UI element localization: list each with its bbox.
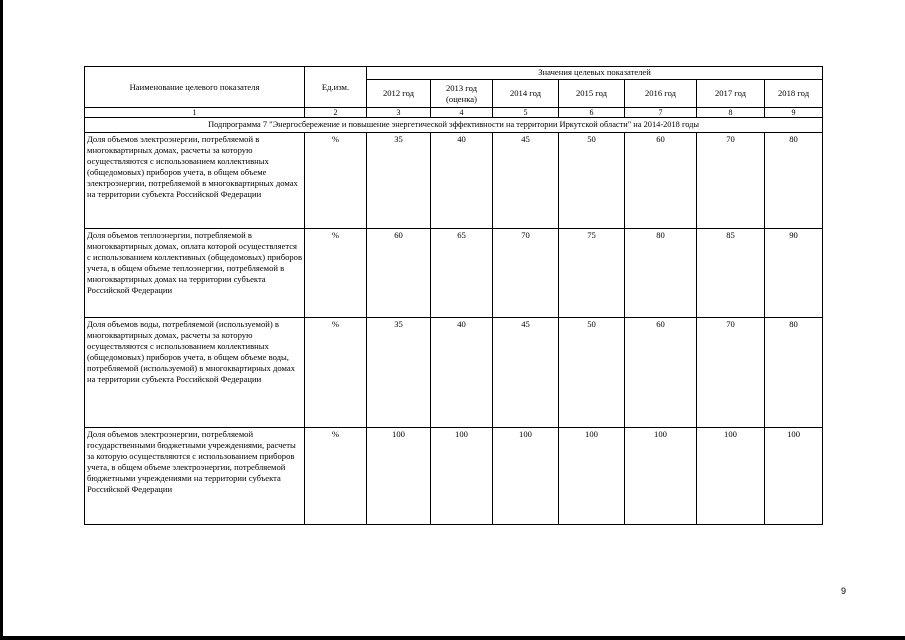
indicator-value: 80: [765, 133, 823, 229]
indicator-value: 50: [559, 318, 625, 428]
indicator-unit: %: [305, 229, 367, 318]
indicator-value: 65: [431, 229, 493, 318]
indicator-value: 60: [367, 229, 431, 318]
indicator-unit: %: [305, 428, 367, 525]
indicator-value: 75: [559, 229, 625, 318]
header-year: 2013 год (оценка): [431, 80, 493, 108]
indicator-value: 85: [697, 229, 765, 318]
column-number-row: [85, 108, 823, 118]
indicator-value: 40: [431, 133, 493, 229]
header-group-row: [85, 67, 823, 80]
indicator-value: 80: [625, 229, 697, 318]
column-number: 3: [367, 108, 431, 118]
indicator-unit: %: [305, 133, 367, 229]
header-values-group: Значения целевых показателей: [367, 67, 823, 80]
indicator-value: 70: [697, 133, 765, 229]
column-number: 8: [697, 108, 765, 118]
scan-left-edge: [0, 0, 3, 640]
indicator-name: Доля объемов теплоэнергии, потребляемой в многоквартирных домах, оплата которой осуществляется с использованием коллективных (общедомовых) приборов учета, в общем объеме теплоэнергии, потребляемой в многоквартирных домах на территории субъекта Российской Федерации: [85, 229, 305, 318]
indicator-value: 35: [367, 318, 431, 428]
indicator-value: 35: [367, 133, 431, 229]
indicator-value: 80: [765, 318, 823, 428]
table-row: [85, 428, 823, 525]
indicator-unit: %: [305, 318, 367, 428]
column-number: 7: [625, 108, 697, 118]
indicator-name: Доля объемов воды, потребляемой (используемой) в многоквартирных домах, расчеты за которую осуществляются с использованием коллективных (общедомовых) приборов учета, в общем объеме воды, потребляемой (используемой) в многоквартирных домах на территории субъекта Российской Федерации: [85, 318, 305, 428]
header-year: 2012 год: [367, 80, 431, 108]
column-number: 9: [765, 108, 823, 118]
indicator-name: Доля объемов электроэнергии, потребляемой государственными бюджетными учреждениями, расчеты за которую осуществляются с использованием приборов учета, в общем объеме электроэнергии, потребляемой бюджетными учреждениями на территории субъекта Российской Федерации: [85, 428, 305, 525]
indicator-name: Доля объемов электроэнергии, потребляемой в многоквартирных домах, расчеты за которую осуществляются с использованием коллективных (общедомовых) приборов учета, в общем объеме электроэнергии, потребляемой в многоквартирных домах на территории субъекта Российской Федерации: [85, 133, 305, 229]
header-year: 2018 год: [765, 80, 823, 108]
indicator-value: 70: [493, 229, 559, 318]
page-number: 9: [841, 586, 847, 596]
table-row: [85, 229, 823, 318]
header-indicator-name: Наименование целевого показателя: [85, 67, 305, 108]
indicator-value: 100: [493, 428, 559, 525]
indicator-value: 50: [559, 133, 625, 229]
indicator-value: 45: [493, 318, 559, 428]
column-number: 6: [559, 108, 625, 118]
scan-bottom-edge: [0, 636, 905, 640]
indicator-value: 100: [431, 428, 493, 525]
indicator-value: 100: [697, 428, 765, 525]
header-unit: Ед.изм.: [305, 67, 367, 108]
column-number: 5: [493, 108, 559, 118]
header-year: 2017 год: [697, 80, 765, 108]
column-number: 1: [85, 108, 305, 118]
table-row: [85, 133, 823, 229]
header-year: 2014 год: [493, 80, 559, 108]
indicator-value: 90: [765, 229, 823, 318]
indicator-value: 100: [559, 428, 625, 525]
indicator-value: 40: [431, 318, 493, 428]
indicator-value: 45: [493, 133, 559, 229]
header-year: 2015 год: [559, 80, 625, 108]
indicator-value: 100: [765, 428, 823, 525]
indicator-value: 60: [625, 318, 697, 428]
indicator-value: 60: [625, 133, 697, 229]
indicator-value: 100: [367, 428, 431, 525]
table-row: [85, 318, 823, 428]
indicator-value: 100: [625, 428, 697, 525]
column-number: 4: [431, 108, 493, 118]
column-number: 2: [305, 108, 367, 118]
subprogram-title: Подпрограмма 7 "Энергосбережение и повышение энергетической эффективности на территории Иркутской области" на 2014-2018 годы: [85, 118, 823, 133]
header-year: 2016 год: [625, 80, 697, 108]
target-indicators-table: [84, 66, 823, 525]
indicator-value: 70: [697, 318, 765, 428]
subprogram-row: [85, 118, 823, 133]
